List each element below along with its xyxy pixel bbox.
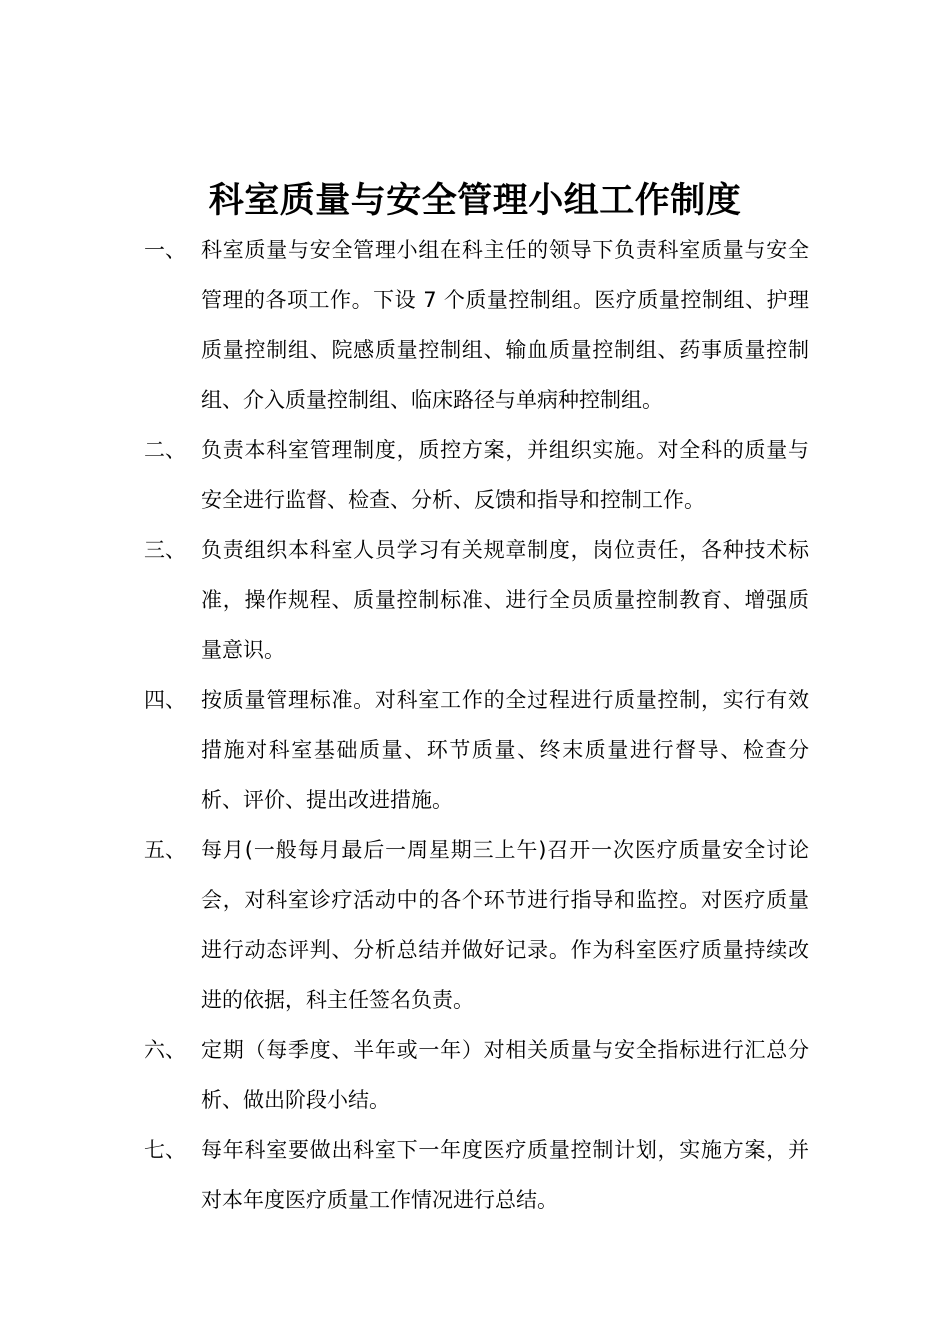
rule-number: 二、: [144, 438, 186, 462]
rule-item-2: [144, 425, 814, 525]
rule-item-7: [144, 1125, 814, 1225]
rule-number: 一、: [144, 238, 186, 262]
rule-text: 每月(一般每月最后一周星期三上午)召开一次医疗质量安全讨论会，对科室诊疗活动中的各个环节进行指导和监控。对医疗质量进行动态评判、分析总结并做好记录。作为科室医疗质量持续改进的依据，科主任签名负责。: [201, 838, 809, 1012]
rules-list: [144, 225, 814, 1225]
rule-item-3: [144, 525, 814, 675]
rule-item-5: [144, 825, 814, 1025]
rule-number: 七、: [144, 1138, 186, 1162]
rule-text: 科室质量与安全管理小组在科主任的领导下负责科室质量与安全管理的各项工作。下设 7 个质量控制组。医疗质量控制组、护理质量控制组、院感质量控制组、输血质量控制组、药事质量控制组、介入质量控制组、临床路径与单病种控制组。: [201, 238, 809, 412]
rule-text: 每年科室要做出科室下一年度医疗质量控制计划，实施方案，并对本年度医疗质量工作情况进行总结。: [201, 1138, 809, 1212]
rule-text: 定期（每季度、半年或一年）对相关质量与安全指标进行汇总分析、做出阶段小结。: [201, 1038, 809, 1112]
rule-item-4: [144, 675, 814, 825]
rule-text: 负责本科室管理制度，质控方案，并组织实施。对全科的质量与安全进行监督、检查、分析、反馈和指导和控制工作。: [201, 438, 809, 512]
document-title: 科室质量与安全管理小组工作制度: [208, 181, 742, 221]
rule-item-1: [144, 225, 814, 425]
rule-number: 五、: [144, 838, 186, 862]
rule-item-6: [144, 1025, 814, 1125]
rule-text: 负责组织本科室人员学习有关规章制度，岗位责任，各种技术标准，操作规程、质量控制标准、进行全员质量控制教育、增强质量意识。: [201, 538, 809, 662]
rule-text: 按质量管理标准。对科室工作的全过程进行质量控制，实行有效措施对科室基础质量、环节质量、终末质量进行督导、检查分析、评价、提出改进措施。: [201, 688, 809, 812]
rule-number: 四、: [144, 688, 186, 712]
rule-number: 三、: [144, 538, 186, 562]
rule-number: 六、: [144, 1038, 186, 1062]
